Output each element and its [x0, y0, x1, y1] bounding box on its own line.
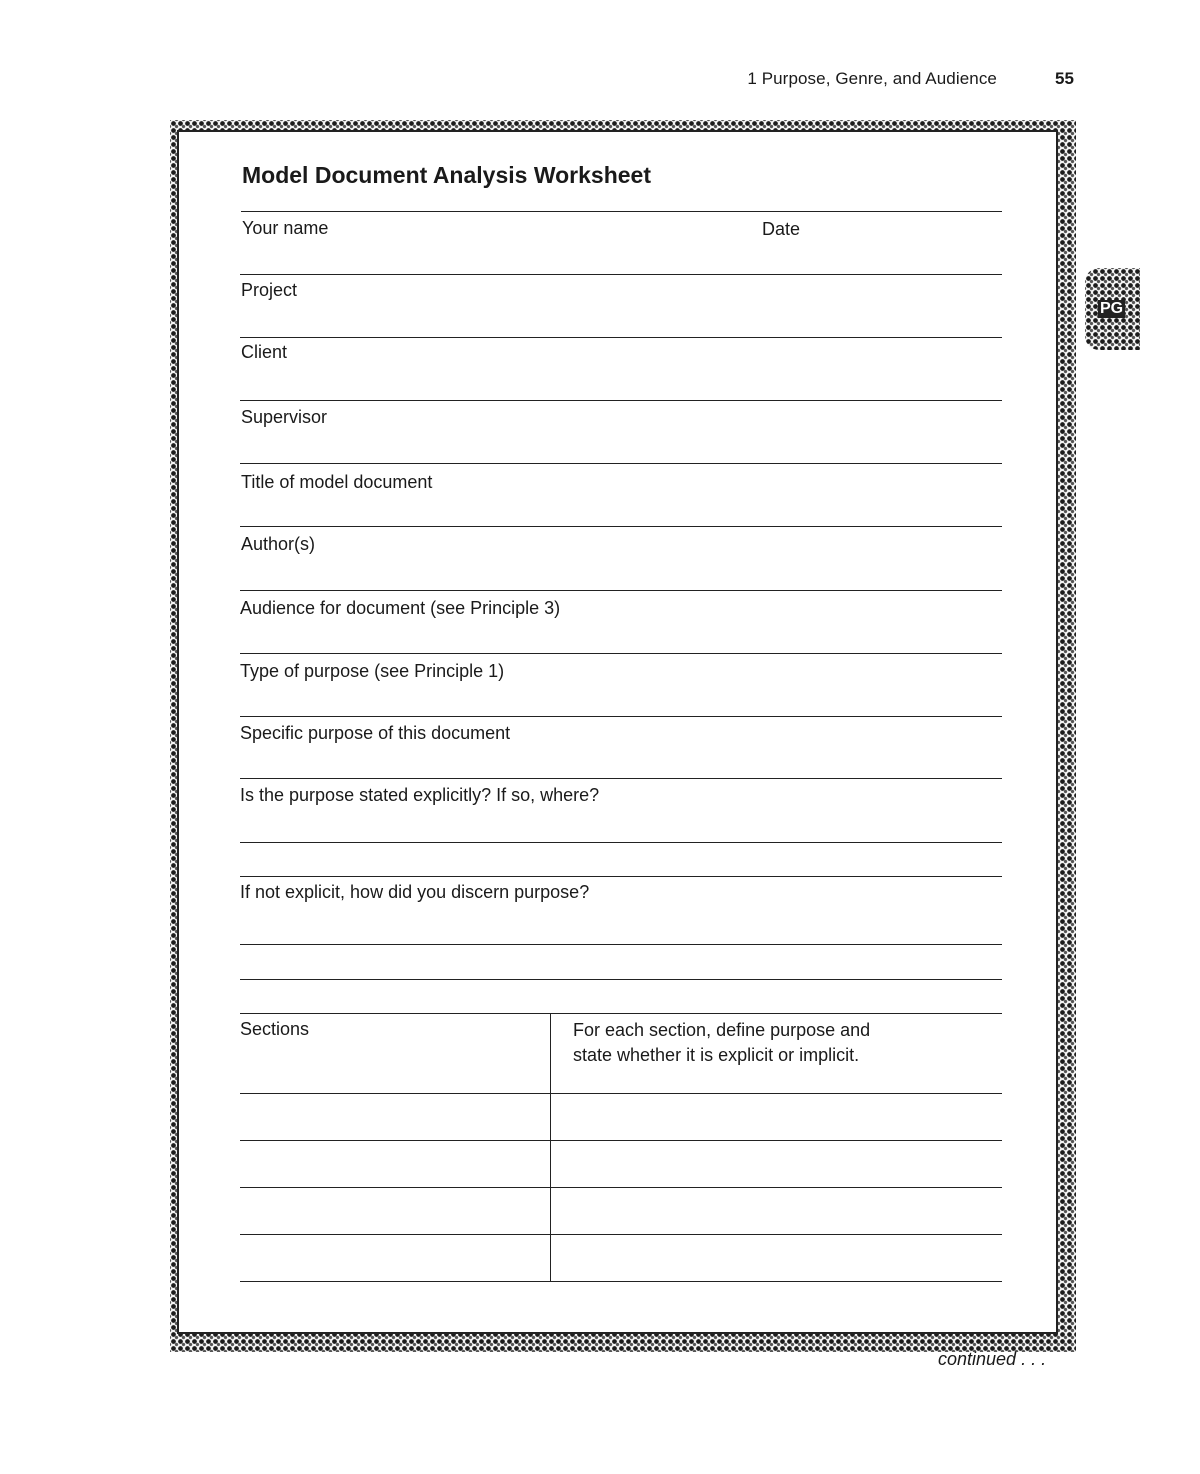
form-rule — [241, 211, 1002, 212]
model-document-title-label: Title of model document — [241, 472, 433, 492]
continued-note: continued . . . — [938, 1349, 1047, 1369]
running-header — [0, 69, 1200, 93]
specific-purpose-label: Specific purpose of this document — [240, 723, 511, 743]
audience-label: Audience for document (see Principle 3) — [240, 598, 561, 618]
your-name-label: Your name — [242, 218, 329, 238]
table-row-line — [240, 1093, 1002, 1094]
page-number: 55 — [1055, 69, 1074, 88]
form-rule — [240, 526, 1002, 527]
section-purpose-header-line: state whether it is explicit or implicit. — [573, 1045, 860, 1065]
form-rule — [240, 944, 1002, 945]
type-of-purpose-label: Type of purpose (see Principle 1) — [240, 661, 505, 681]
form-rule — [240, 653, 1002, 654]
authors-label: Author(s) — [241, 534, 316, 554]
section-purpose-column-header — [573, 1018, 953, 1068]
sections-column-header: Sections — [240, 1019, 310, 1039]
worksheet-title: Model Document Analysis Worksheet — [242, 162, 651, 188]
form-rule — [240, 337, 1002, 338]
form-rule — [240, 876, 1002, 877]
client-label: Client — [241, 342, 288, 362]
supervisor-label: Supervisor — [241, 407, 328, 427]
table-row-line — [240, 1140, 1002, 1141]
form-rule — [240, 463, 1002, 464]
table-row-line — [240, 1281, 1002, 1282]
project-label: Project — [241, 280, 298, 300]
form-rule — [240, 274, 1002, 275]
form-rule — [240, 1013, 1002, 1014]
form-rule — [240, 400, 1002, 401]
form-rule — [240, 716, 1002, 717]
purpose-stated-label: Is the purpose stated explicitly? If so, where? — [240, 785, 600, 805]
date-label: Date — [762, 219, 801, 239]
running-title: 1 Purpose, Genre, and Audience — [747, 69, 997, 88]
form-rule — [240, 842, 1002, 843]
table-row-line — [240, 1187, 1002, 1188]
chapter-thumb-tab-label: PG — [1100, 300, 1124, 317]
form-rule — [240, 979, 1002, 980]
form-rule — [240, 590, 1002, 591]
table-row-line — [240, 1234, 1002, 1235]
form-rule — [240, 778, 1002, 779]
section-purpose-header-line: For each section, define purpose and — [573, 1020, 871, 1040]
table-column-divider — [550, 1013, 551, 1282]
purpose-discerned-label: If not explicit, how did you discern purpose? — [240, 882, 590, 902]
